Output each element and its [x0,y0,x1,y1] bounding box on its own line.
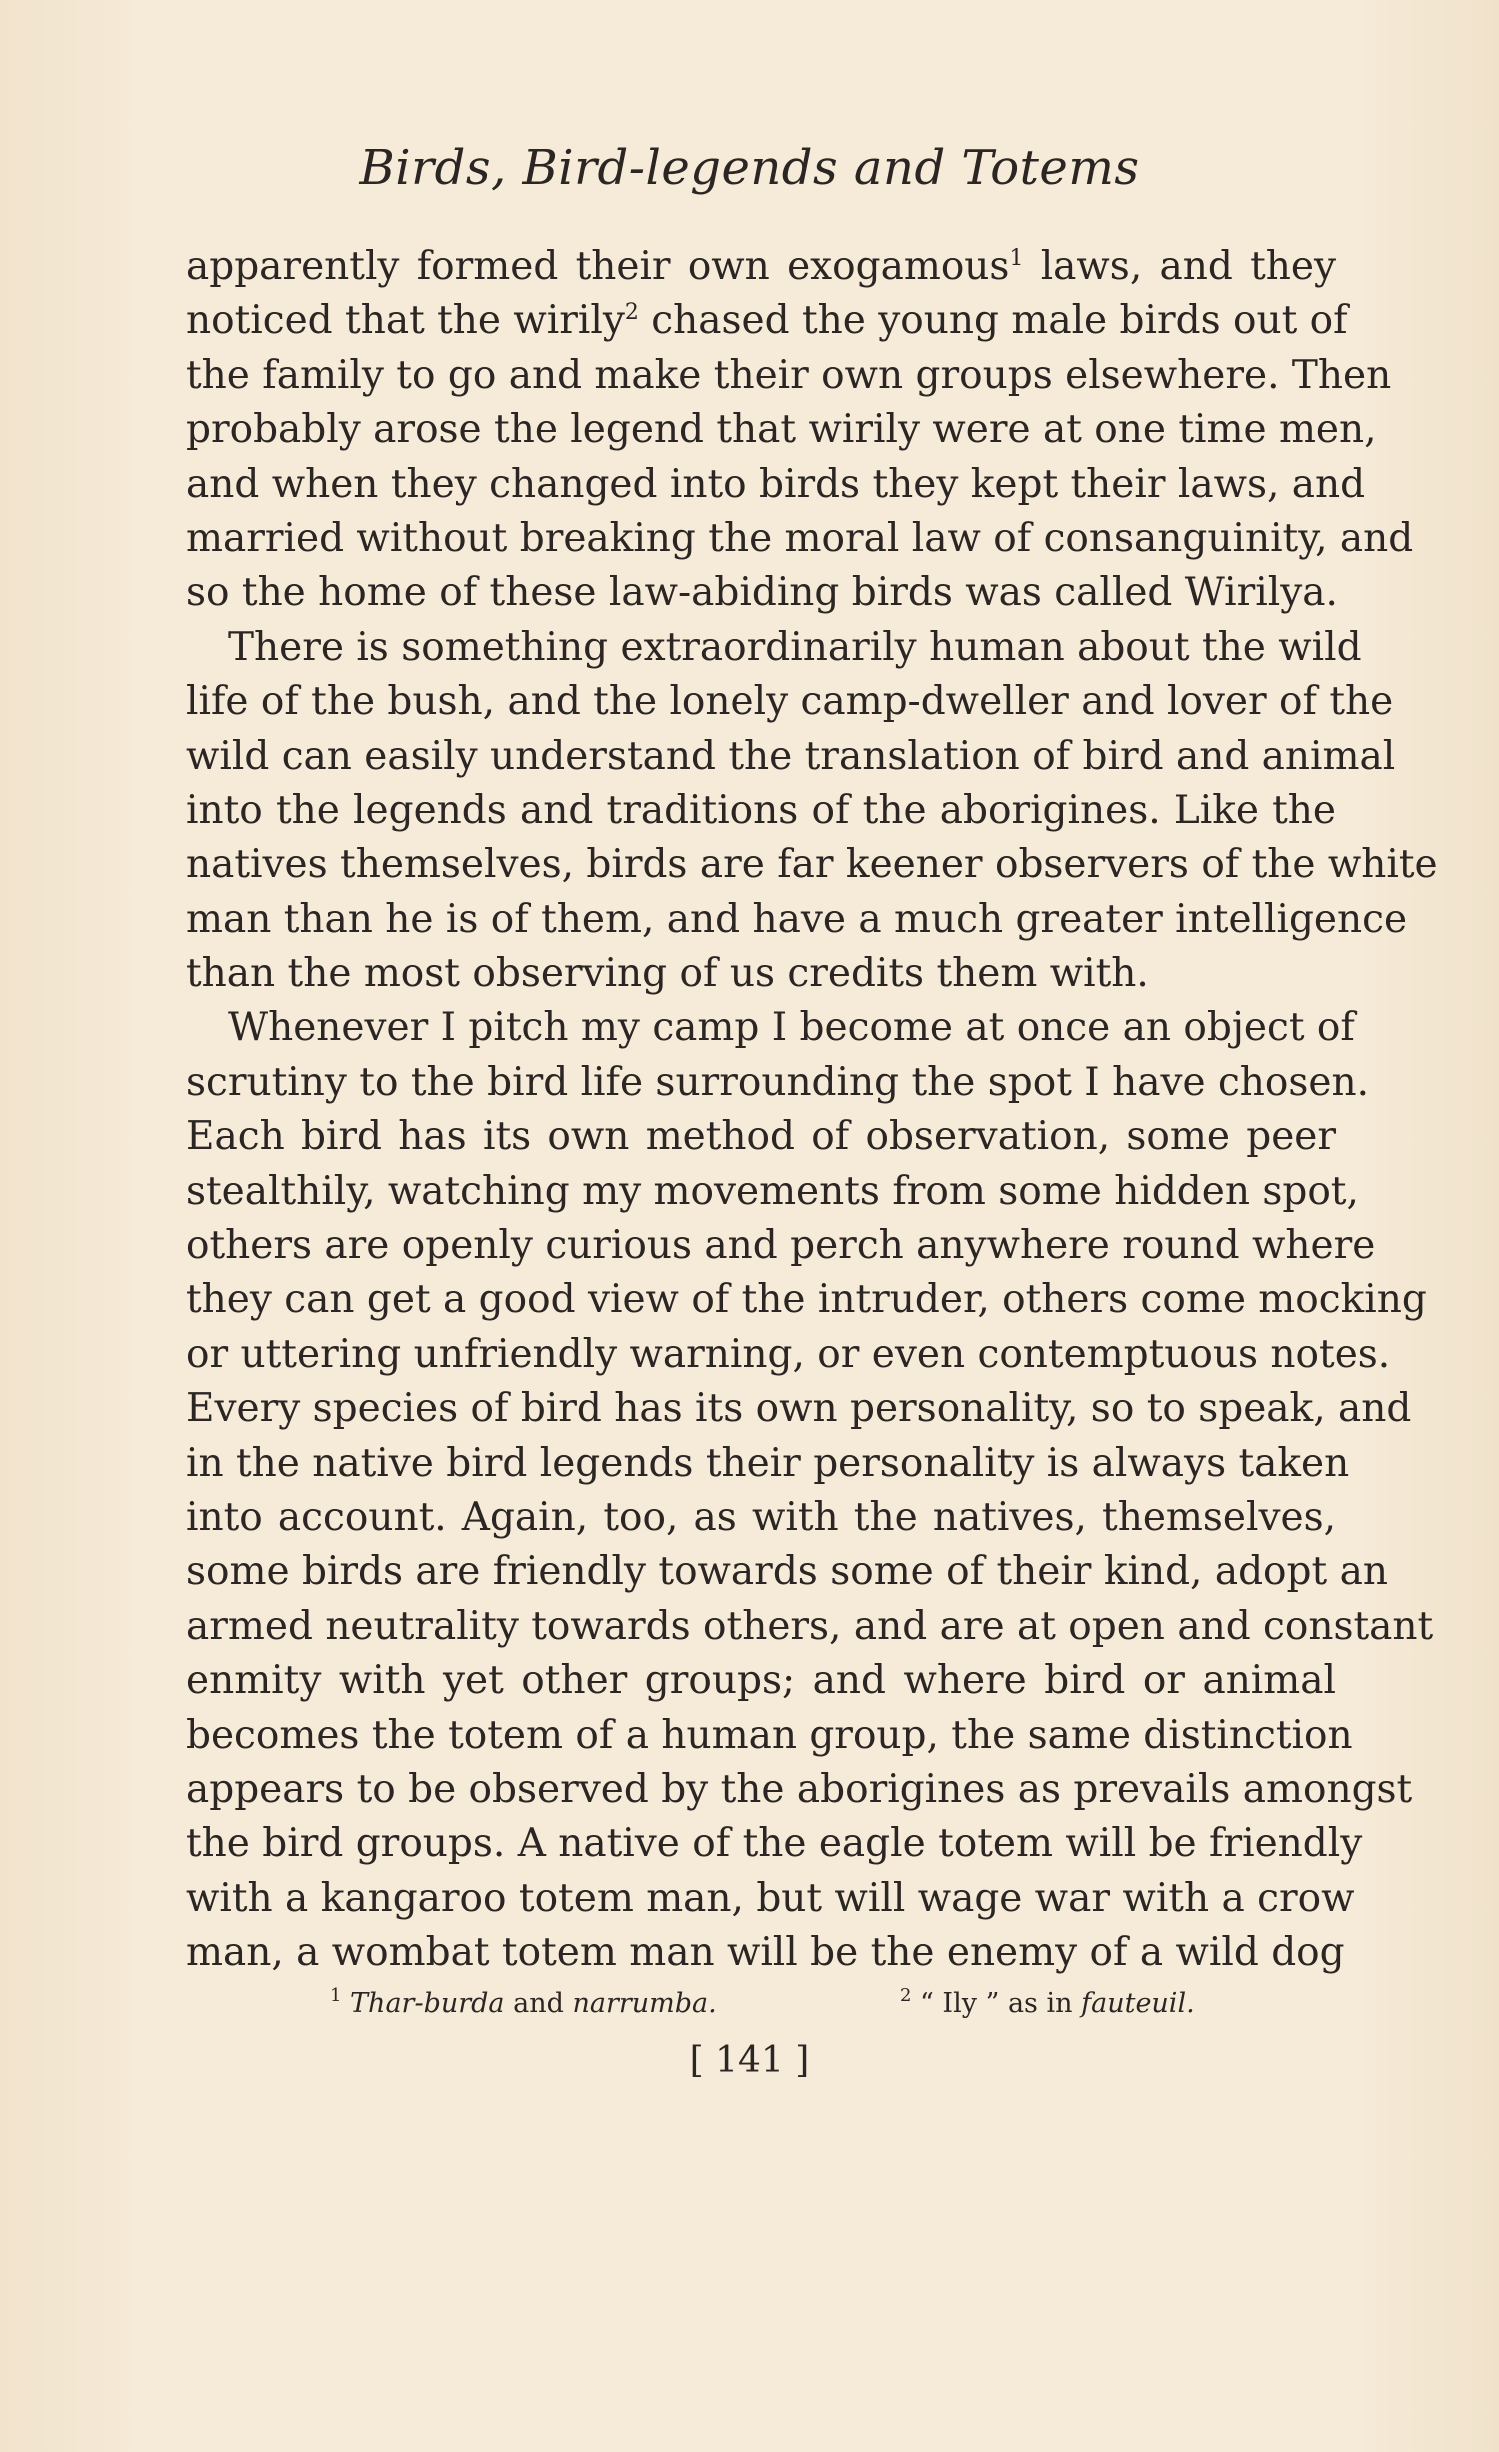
text-line: the family to go and make their own groups elsewhere. Then [186,352,1392,398]
text-line: the bird groups. A native of the eagle totem will be friendly [186,1821,1363,1867]
text-line: Every species of bird has its own personality, so to speak, and [186,1386,1412,1432]
text-line: appears to be observed by the aborigines as prevails amongst [186,1766,1413,1812]
text-line: stealthily, watching my movements from some hidden spot, [186,1168,1359,1214]
text-line: becomes the totem of a human group, the same distinction [186,1712,1353,1758]
text-line: man than he is of them, and have a much greater intelligence [186,896,1408,942]
page-number: [ 141 ] [689,2040,810,2081]
footnote-number: 2 [900,1985,912,2006]
text-line: with a kangaroo totem man, but will wage war with a crow [186,1875,1355,1921]
text-line: scrutiny to the bird life surrounding the spot I have chosen. [186,1059,1370,1105]
text-line: apparently formed their own exogamous$^1$ laws, and they [186,244,1336,289]
text-line: so the home of these law-abiding birds was called Wirilya. [186,570,1338,616]
text-line: probably arose the legend that wirily were at one time men, [186,407,1377,453]
text-line: Whenever I pitch my camp I become at once an object of [228,1005,1355,1051]
running-header: Birds, Bird-legends and Totems [359,140,1140,196]
text-line: wild can easily understand the translation of bird and animal [186,733,1396,779]
footnote-marker: 1 [1009,246,1024,271]
text-line: armed neutrality towards others, and are at open and constant [186,1603,1434,1649]
footnote-2: $^2$ “ Ily ” as in fauteuil. [900,1985,1195,2019]
text-line: noticed that the wirily$^2$ chased the young male birds out of [186,298,1348,344]
footnote-1: $^1$ Thar-burda and narrumba. [330,1985,717,2019]
text-line: or uttering unfriendly warning, or even contemptuous notes. [186,1331,1391,1377]
footnote-marker: 2 [624,300,639,326]
text-line: married without breaking the moral law of consanguinity, and [186,515,1414,561]
text-line: natives themselves, birds are far keener observers of the white [186,842,1438,888]
text-line: some birds are friendly towards some of their kind, adopt an [186,1549,1388,1595]
body-text [186,240,1438,1981]
footnote-number: 1 [330,1985,342,2006]
text-line: into account. Again, too, as with the natives, themselves, [186,1494,1336,1540]
text-line: and when they changed into birds they kept their laws, and [186,461,1366,507]
text-line: in the native bird legends their personality is always taken [186,1440,1350,1486]
text-line: enmity with yet other groups; and where bird or animal [186,1658,1336,1704]
text-line: life of the bush, and the lonely camp-dweller and lover of the [186,679,1394,725]
text-line: into the legends and traditions of the aborigines. Like the [186,787,1336,833]
text-line: others are openly curious and perch anywhere round where [186,1223,1376,1269]
text-line: There is something extraordinarily human about the wild [228,624,1362,670]
text-line: than the most observing of us credits them with. [186,951,1149,997]
text-line: Each bird has its own method of observation, some peer [186,1114,1336,1160]
text-line: man, a wombat totem man will be the enemy of a wild dog [186,1930,1345,1976]
text-line: they can get a good view of the intruder, others come mocking [186,1277,1427,1323]
